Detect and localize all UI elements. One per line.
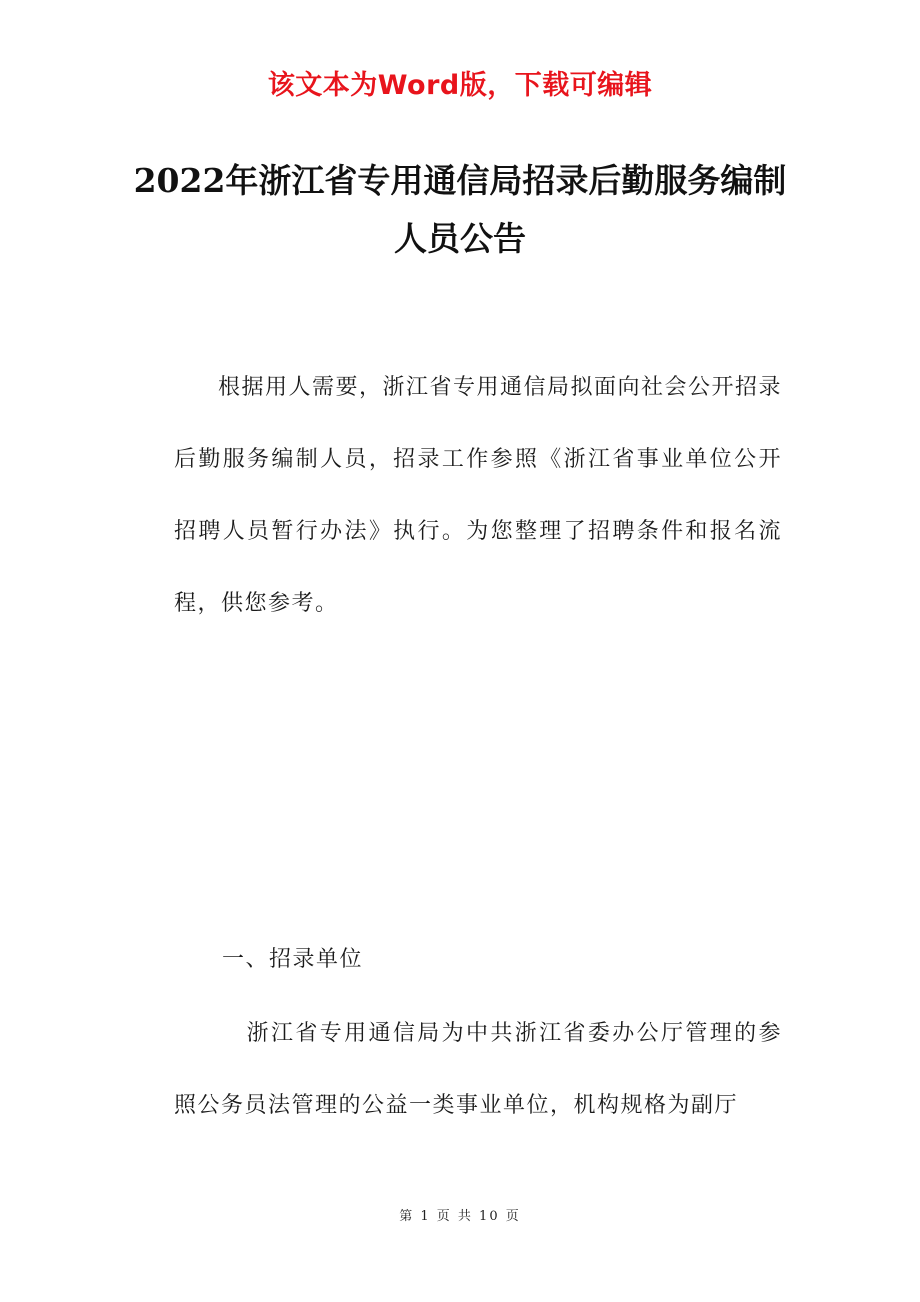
section-paragraph-recruiting-unit: 浙江省专用通信局为中共浙江省委办公厅管理的参照公务员法管理的公益一类事业单位，机构规格为副厅 bbox=[174, 1021, 782, 1118]
word-version-banner: 该文本为Word版，下载可编辑 bbox=[267, 70, 653, 101]
page-number-footer: 第 1 页 共 10 页 bbox=[399, 1209, 521, 1224]
intro-paragraph: 根据用人需要，浙江省专用通信局拟面向社会公开招录后勤服务编制人员，招录工作参照《浙江省事业单位公开招聘人员暂行办法》执行。为您整理了招聘条件和报名流程，供您参考。 bbox=[174, 375, 783, 616]
document-title: 2022年浙江省专用通信局招录后勤服务编制人员公告 bbox=[133, 161, 787, 258]
section-heading-recruiting-unit: 一、招录单位 bbox=[222, 947, 364, 972]
